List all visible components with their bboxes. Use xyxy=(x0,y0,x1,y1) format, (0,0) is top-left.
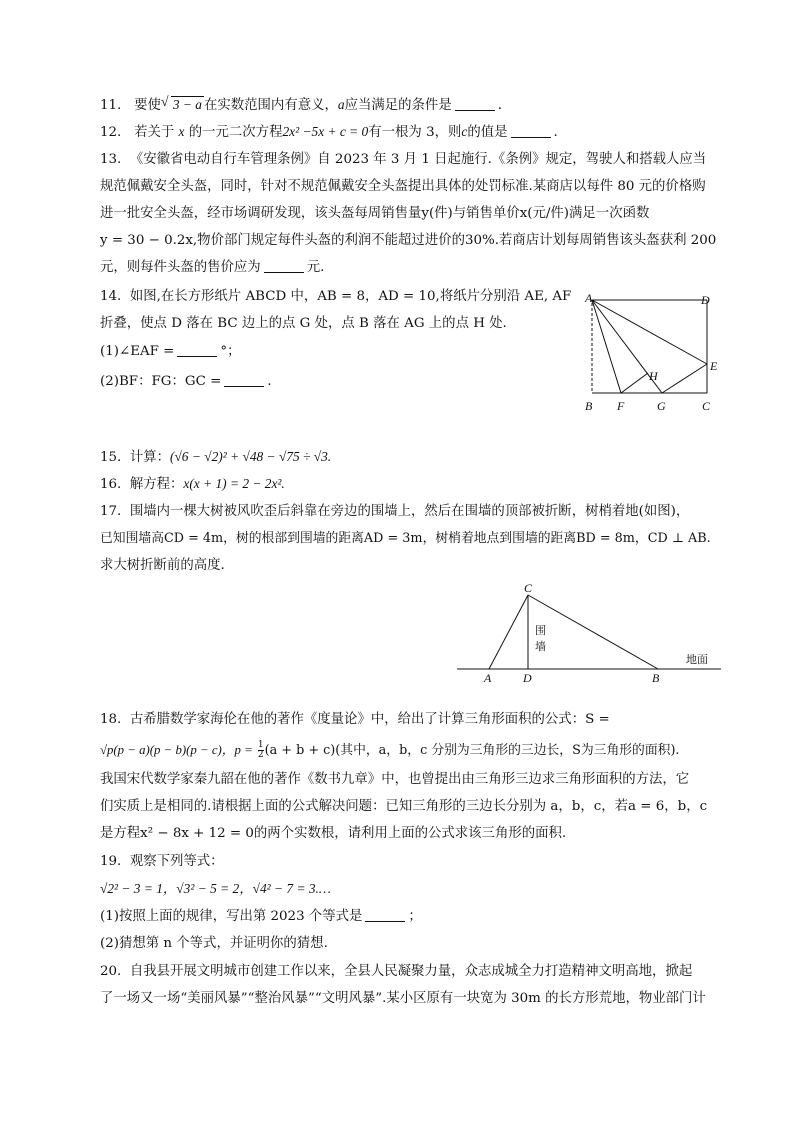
text: (1)∠EAF = xyxy=(100,344,175,359)
label-b: B xyxy=(585,399,593,413)
text: (a + b + c)(其中，a，b，c 分别为三角形的三边长，S为三角形的面积). xyxy=(264,743,680,758)
text: 古希腊数学家海伦在他的著作《度量论》中，给出了计算三角形面积的公式：S = xyxy=(129,712,610,727)
q18-line-2 xyxy=(100,740,680,761)
question-number: 16. xyxy=(100,477,122,492)
text: °； xyxy=(220,344,241,359)
formula: √p(p − a)(p − b)(p − c)，p = xyxy=(100,743,253,757)
q18-line-5: 是方程x² − 8x + 12 = 0的两个实数根，请利用上面的公式求该三角形的面积. xyxy=(100,826,567,841)
question-number: 14. xyxy=(100,289,122,304)
segment-ge xyxy=(662,364,707,393)
question-number: 13. xyxy=(100,152,122,167)
tree-ac xyxy=(489,595,528,669)
rectangle-fold-figure xyxy=(580,288,725,418)
text: 计算： xyxy=(129,450,170,465)
answer-blank[interactable] xyxy=(177,342,217,357)
q20-line-1 xyxy=(100,962,692,982)
question-12: 12. 若关于 x 的一元二次方程2x² −5x + c = 0有一根为 3，则c的值是 . xyxy=(100,124,558,140)
text: 元. xyxy=(306,260,325,275)
text: 解方程： xyxy=(129,477,184,492)
text: 自我县开展文明城市创建工作以来，全县人民凝聚力量，众志成城全力打造精神文明高地，掀起 xyxy=(129,964,693,979)
tree-wall-figure xyxy=(455,578,725,688)
text: 元，则每件头盔的售价应为 xyxy=(100,260,261,275)
label-e: E xyxy=(710,359,718,373)
variable: x xyxy=(178,124,185,139)
q20-line-2: 了一场又一场“美丽风暴”“整治风暴”“文明风暴”.某小区原有一块宽为 30m 的长方形荒地，物业部门计 xyxy=(100,991,706,1006)
q19-part-1 xyxy=(100,907,422,927)
text: 《安徽省电动自行车管理条例》自 2023 年 3 月 1 日起施行.《条例》规定，驾驶人和搭载人应当 xyxy=(129,152,707,167)
question-number: 17. xyxy=(100,504,122,519)
q19-line-1 xyxy=(100,852,224,872)
q19-equations: √2² − 3 = 1，√3² − 5 = 2，√4² − 7 = 3.… xyxy=(100,881,331,896)
q13-line-5 xyxy=(100,258,324,278)
text: (1)按照上面的规律，写出第 2023 个等式是 xyxy=(100,909,363,924)
text: (2)BF：FG：GC = xyxy=(100,374,222,389)
text: 在实数范围内有意义， xyxy=(203,98,338,113)
label-c: C xyxy=(524,581,533,595)
q13-line-1 xyxy=(100,150,706,170)
radical-expression: √ 3 − a xyxy=(171,96,204,113)
fraction-half xyxy=(258,741,264,760)
label-g: G xyxy=(657,399,666,413)
question-number: 11. xyxy=(100,98,122,113)
text: ； xyxy=(408,909,422,924)
question-number: 18. xyxy=(100,712,122,727)
question-11: 11. 要使√ 3 − a 在实数范围内有意义，a应当满足的条件是 . xyxy=(100,95,502,116)
text: 若关于 xyxy=(134,125,175,140)
label-ground: 地面 xyxy=(686,653,708,666)
question-15 xyxy=(100,447,331,468)
q17-line-1 xyxy=(100,502,689,522)
q14-line-1 xyxy=(100,287,571,307)
q14-part-2: (2)BF：FG：GC = . xyxy=(100,374,272,389)
q17-line-2: 已知围墙高CD = 4m，树的根部到围墙的距离AD = 3m，树梢着地点到围墙的距离BD = 8m，CD ⊥ AB. xyxy=(100,531,711,546)
text: 要使 xyxy=(134,98,161,113)
q13-line-4: y = 30 − 0.2x,物价部门规定每件头盔的利润不能超过进价的30%.若商店计划每周销售该头盔获利 200 xyxy=(100,233,717,248)
question-number: 15. xyxy=(100,450,122,465)
label-b: B xyxy=(652,671,660,685)
answer-blank[interactable] xyxy=(224,372,264,387)
q18-line-1 xyxy=(100,710,610,730)
label-h: H xyxy=(649,369,658,383)
q14-line-2: 折叠，使点 D 落在 BC 边上的点 G 处，点 B 落在 AG 上的点 H 处. xyxy=(100,316,507,331)
expression: (√6 − √2)² + √48 − √75 ÷ √3. xyxy=(169,449,332,464)
q17-line-3: 求大树折断前的高度. xyxy=(100,558,225,573)
label-d: D xyxy=(523,671,532,685)
q14-part-1 xyxy=(100,342,241,362)
text: 应当满足的条件是 xyxy=(344,98,452,113)
numerator: 1 xyxy=(257,740,264,750)
text: 围墙内一棵大树被风吹歪后斜靠在旁边的围墙上，然后在围墙的顶部被折断，树梢着地(如图)， xyxy=(129,504,690,519)
question-number: 20. xyxy=(100,964,122,979)
equation: x(x + 1) = 2 − 2x². xyxy=(183,476,285,491)
q13-line-3: 进一批安全头盔，经市场调研发现，该头盔每周销售量y(件)与销售单价x(元/件)满足一次函数 xyxy=(100,206,650,221)
denominator: 2 xyxy=(257,750,264,760)
text: 的一元二次方程 xyxy=(188,125,283,140)
label-c: C xyxy=(702,399,711,413)
label-a: A xyxy=(484,671,492,685)
label-wall: 围 xyxy=(535,624,546,637)
text: 观察下列等式： xyxy=(129,854,224,869)
answer-blank[interactable] xyxy=(455,96,495,111)
q19-part-2: (2)猜想第 n 个等式，并证明你的猜想. xyxy=(100,936,328,951)
question-number: 12. xyxy=(100,125,122,140)
variable: a xyxy=(337,97,345,112)
q13-line-2: 规范佩戴安全头盔，同时，针对不规范佩戴安全头盔提出具体的处罚标准.某商店以每件 80 元的价格购 xyxy=(100,179,706,194)
text: 的值是 xyxy=(467,125,508,140)
text: 有一根为 3，则 xyxy=(368,125,462,140)
label-d: D xyxy=(701,293,710,307)
question-16 xyxy=(100,474,285,495)
equation: 2x² −5x + c = 0 xyxy=(282,124,369,139)
text: 如图,在长方形纸片 ABCD 中，AB = 8，AD = 10,将纸片分别沿 AE, AF xyxy=(129,289,572,304)
label-f: F xyxy=(617,399,625,413)
q18-line-4: 们实质上是相同的.请根据上面的公式解决问题：已知三角形的三边长分别为 a，b，c，若a = 6，b，c xyxy=(100,799,708,814)
segment-fh xyxy=(621,373,648,393)
tree-cb xyxy=(528,595,658,669)
label-a: A xyxy=(585,291,593,305)
answer-blank[interactable] xyxy=(264,258,304,273)
answer-blank[interactable] xyxy=(511,123,551,138)
label-wall: 墙 xyxy=(535,640,546,653)
q18-line-3: 我国宋代数学家秦九韶在他的著作《数书九章》中，也曾提出由三角形三边求三角形面积的方法，它 xyxy=(100,772,690,787)
variable: c xyxy=(461,124,468,139)
question-number: 19. xyxy=(100,854,122,869)
answer-blank[interactable] xyxy=(365,907,405,922)
